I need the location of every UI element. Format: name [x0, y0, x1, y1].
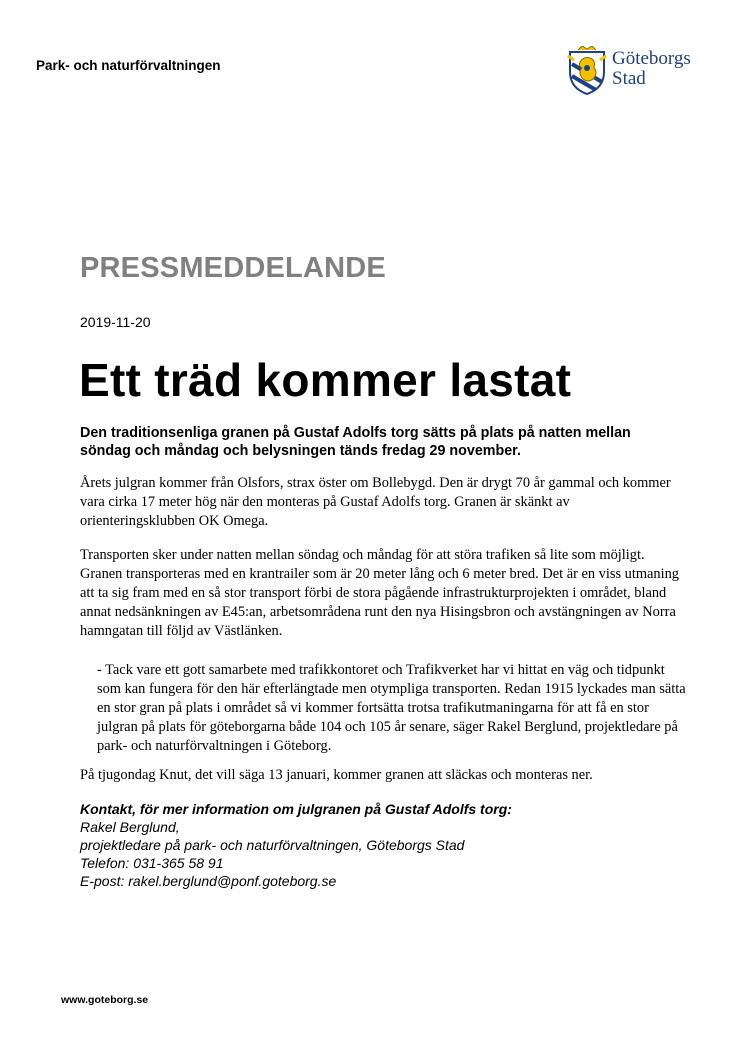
- contact-email: E-post: rakel.berglund@ponf.goteborg.se: [80, 873, 337, 889]
- quote-paragraph: - Tack vare ett gott samarbete med trafikkontoret och Trafikverket har vi hittat en väg och tidpunkt som kan fungera för den här efterlängtade men otympliga transporten. Redan 1915 lyckades man sätta en stor gran på plats i området så vi kommer fortsätta trotsa trafikutmaningarna för att få en stor julgran på plats för göteborgarna både 104 och 105 år senare, säger Rakel Berglund, projektledare på park- och naturförvaltningen i Göteborg.: [97, 662, 686, 754]
- contact-role: projektledare på park- och naturförvaltningen, Göteborgs Stad: [80, 837, 465, 853]
- logo-text-line1: Göteborgs: [612, 48, 691, 69]
- contact-name: Rakel Berglund,: [80, 819, 180, 835]
- coat-of-arms-icon: [566, 46, 608, 96]
- press-release-label: PRESSMEDDELANDE: [80, 252, 386, 284]
- goteborgs-stad-logo: [566, 46, 716, 98]
- contact-block: [80, 800, 512, 890]
- release-date: 2019-11-20: [80, 314, 151, 330]
- department-name: Park- och naturförvaltningen: [36, 58, 221, 73]
- paragraph: Årets julgran kommer från Olsfors, strax öster om Bollebygd. Den är drygt 70 år gammal och kommer vara cirka 17 meter hög när den monteras på Gustaf Adolfs torg. Granen är skänkt av orienteringsklubben OK Omega.: [80, 475, 671, 529]
- paragraph: På tjugondag Knut, det vill säga 13 januari, kommer granen att släckas och monteras ner.: [80, 767, 593, 783]
- ingress: Den traditionsenliga granen på Gustaf Adolfs torg sätts på plats på natten mellan söndag och måndag och belysningen tänds fredag 29 november.: [80, 425, 631, 459]
- paragraph: Transporten sker under natten mellan söndag och måndag för att störa trafiken så lite som möjligt. Granen transporteras med en krantrailer som är 20 meter lång och 6 meter bred. Det är en viss utmaning att ta sig fram med en så stor transport förbi de stora pågående infrastrukturprojekten i området, bland annat nedsänkningen av E45:an, arbetsområdena runt den nya Hisingsbron och avstängningen av Norra hamngatan till följd av Västlänken.: [80, 547, 679, 639]
- logo-wordmark: [612, 49, 691, 89]
- footer-url: www.goteborg.se: [61, 994, 149, 1006]
- headline: Ett träd kommer lastat: [79, 354, 572, 406]
- contact-phone: Telefon: 031-365 58 91: [80, 855, 224, 871]
- contact-title: Kontakt, för mer information om julgranen på Gustaf Adolfs torg:: [80, 801, 512, 817]
- logo-text-line2: Stad: [612, 68, 646, 89]
